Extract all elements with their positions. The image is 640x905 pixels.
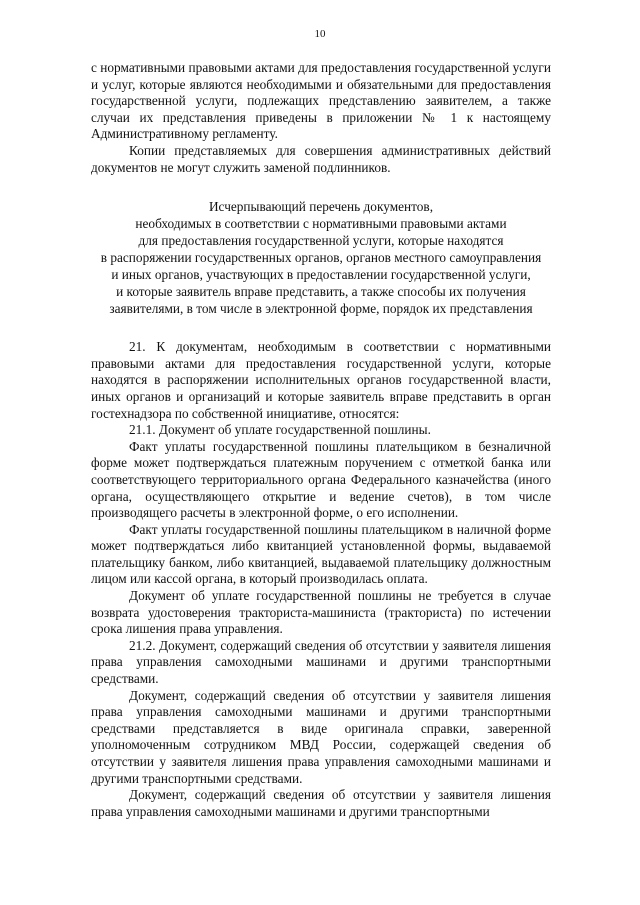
paragraph: Документ, содержащий сведения об отсутствии у заявителя лишения права управления самоходными машинами и другими транспортными средствами представляется в виде оригинала справки, заверенной уполномоченным сотрудником МВД России, содержащей сведения об отсутствии у заявителя лишения права управления самоходными машинами и другими транспортными средствами. [91, 687, 551, 786]
paragraph: с нормативными правовыми актами для предоставления государственной услуги и услуг, которые являются необходимыми и обязательными для предоставления государственной услуги, подлежащих представлению заявителем, а также случаи их представления приведены в приложении № 1 к настоящему Административному регламенту. [91, 60, 551, 142]
paragraph: Документ об уплате государственной пошлины не требуется в случае возврата удостоверения тракториста-машиниста (тракториста) по истечении срока лишения права управления. [91, 588, 551, 637]
section-heading-line: необходимых в соответствии с нормативными правовыми актами [135, 216, 507, 232]
paragraph: Факт уплаты государственной пошлины плательщиком в наличной форме может подтверждаться либо квитанцией установленной формы, выдаваемой плательщику банком, либо квитанцией, выдаваемой плательщику должностным лицом или кассой органа, в который производилась оплата. [91, 521, 551, 587]
paragraph: 21.2. Документ, содержащий сведения об отсутствии у заявителя лишения права управления самоходными машинами и другими транспортными средствами. [91, 637, 551, 687]
section-heading-line: для предоставления государственной услуги, которые находятся [138, 233, 504, 249]
paragraph: Копии представляемых для совершения административных действий документов не могут служить заменой подлинников. [91, 142, 551, 175]
section-heading-line: и иных органов, участвующих в предоставлении государственной услуги, [111, 267, 531, 283]
paragraph: 21.1. Документ об уплате государственной пошлины. [129, 422, 431, 438]
document-body [91, 60, 551, 820]
section-heading-line: в распоряжении государственных органов, органов местного самоуправления [100, 250, 542, 266]
paragraph: Факт уплаты государственной пошлины плательщиком в безналичной форме может подтверждаться платежным поручением с отметкой банка или соответствующего территориального органа Федерального казначейства (иного органа, осуществляющего открытие и ведение счетов), в том числе производящего расчеты в электронной форме, о его исполнении. [91, 438, 551, 521]
page-number: 10 [314, 28, 326, 40]
paragraph: 21. К документам, необходимым в соответствии с нормативными правовыми актами для предоставления государственной услуги, которые находятся в распоряжении исполнительных органов государственной власти, иных органов и организаций и которые заявитель вправе представить в орган гостехнадзора по собственной инициативе, относятся: [91, 339, 551, 421]
section-heading-line: и которые заявитель вправе представить, а также способы их получения [116, 284, 526, 300]
paragraph: Документ, содержащий сведения об отсутствии у заявителя лишения права управления самоходными машинами и другими транспортными [91, 787, 551, 819]
section-heading-line: Исчерпывающий перечень документов, [208, 199, 434, 215]
section-heading [91, 198, 551, 317]
section-heading-line: заявителями, в том числе в электронной форме, порядок их представления [109, 301, 533, 317]
